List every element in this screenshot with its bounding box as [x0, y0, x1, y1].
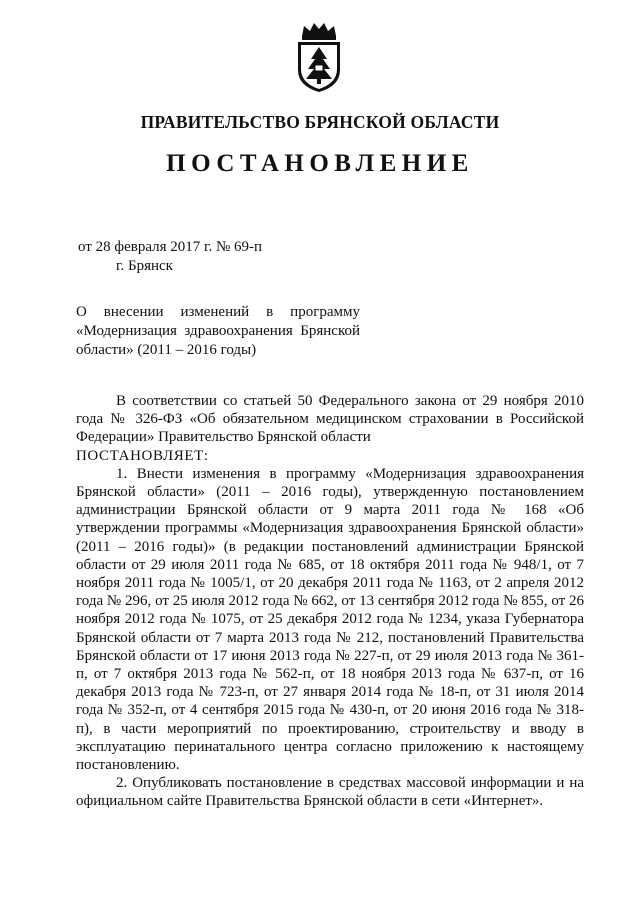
item-1-paragraph: 1. Внести изменения в программу «Модернизация здравоохранения Брянской области» (2011 – 2016 годы), утвержденную постановлением администрации Брянской области от 9 марта 2011 года № 168 «Об утверждении программы «Модернизация здравоохранения Брянской области» (2011 – 2016 годы)» (в редакции постановлений администрации Брянской области от 29 июля 2011 года № 685, от 18 октября 2011 года № 948/1, от 7 ноября 2011 года № 1005/1, от 20 декабря 2011 года № 1163, от 2 апреля 2012 года № 296, от 25 июля 2012 года № 662, от 13 сентября 2012 года № 855, от 26 ноября 2012 года № 1075, от 25 декабря 2012 года № 1234, указа Губернатора Брянской области от 7 марта 2013 года № 212, постановлений Правительства Брянской области от 17 июня 2013 года № 227-п, от 29 июля 2013 года № 361-п, от 7 октября 2013 года № 562-п, от 18 ноября 2013 года № 637-п, от 16 декабря 2013 года № 723-п, от 27 января 2014 года № 18-п, от 31 июля 2014 года № 352-п, от 4 сентября 2015 года № 430-п, от 20 июня 2016 года № 318-п), в части мероприятий по проектированию, строительству и вводу в эксплуатацию перинатального центра согласно приложению к настоящему постановлению.: [76, 465, 584, 774]
coat-of-arms-icon: [290, 22, 348, 94]
document-body: [76, 392, 584, 811]
item-2-paragraph: 2. Опубликовать постановление в средствах массовой информации и на официальном сайте Правительства Брянской области в сети «Интернет».: [76, 775, 584, 810]
preamble-paragraph: В соответствии со статьей 50 Федерального закона от 29 ноября 2010 года № 326-ФЗ «Об обязательном медицинском страховании в Российской Федерации» Правительство Брянской области: [76, 393, 584, 446]
document-city: г. Брянск: [116, 258, 173, 274]
document-type-title: ПОСТАНОВЛЕНИЕ: [166, 150, 474, 177]
document-date: от 28 февраля 2017 г. № 69-п: [78, 239, 263, 255]
subject-line: «Модернизация здравоохранения Брянской: [76, 323, 360, 339]
organization-title: ПРАВИТЕЛЬСТВО БРЯНСКОЙ ОБЛАСТИ: [140, 112, 500, 132]
document-subject: [76, 303, 360, 360]
subject-line: области» (2011 – 2016 годы): [76, 342, 257, 358]
subject-line: О внесении изменений в программу: [76, 304, 360, 320]
decides-heading: ПОСТАНОВЛЯЕТ:: [76, 447, 209, 464]
